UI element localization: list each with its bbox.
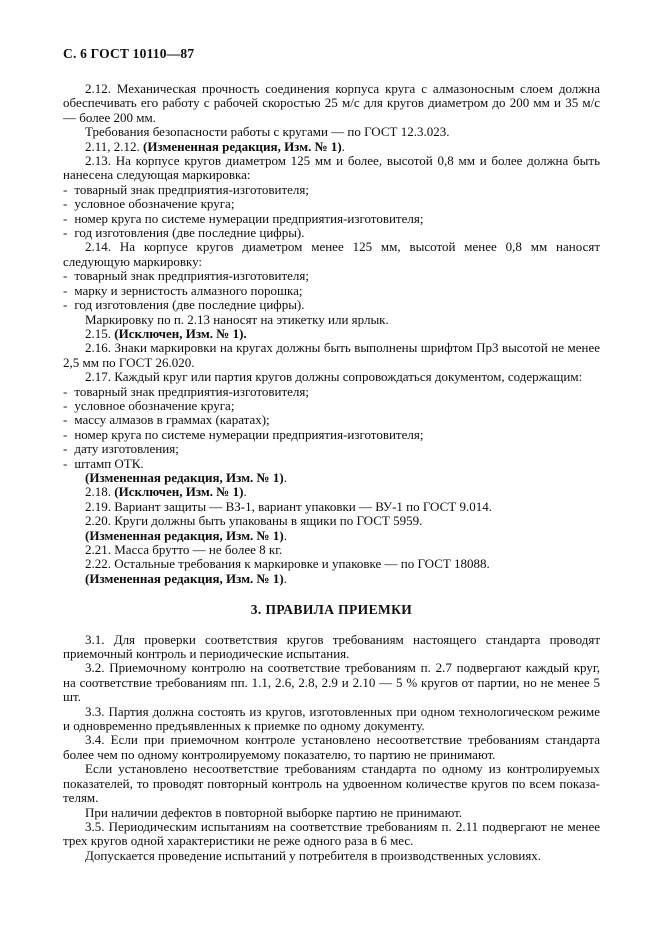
document-body	[63, 82, 600, 863]
bullet-item	[63, 442, 600, 456]
bullet-marker: -	[63, 268, 68, 284]
bold-text-run: (Измененная редакция, Изм. № 1)	[85, 570, 284, 586]
bullet-item	[63, 298, 600, 312]
paragraph	[63, 313, 600, 327]
bold-text-run: (Измененная редакция, Изм. № 1)	[143, 138, 342, 154]
text-run: 2.17. Каждый круг или партия кругов должны сопровождаться документом, содержащим:	[85, 369, 583, 385]
paragraph	[63, 154, 600, 183]
text-run: Требования безопасности работы с кругами — по ГОСТ 12.3.023.	[85, 124, 450, 140]
text-run: .	[283, 527, 287, 543]
text-run: 3.4. Если при приемочном контроле установлено несоответствие требованиям стандарта более чем по одному контролируемому показателю, то партию не принимают.	[63, 732, 600, 762]
text-run: .	[243, 484, 247, 500]
paragraph	[63, 762, 600, 805]
paragraph	[63, 820, 600, 849]
page-header: С. 6 ГОСТ 10110—87	[63, 46, 195, 61]
bullet-item	[63, 385, 600, 399]
paragraph	[63, 733, 600, 762]
bold-text-run: 3. ПРАВИЛА ПРИЕМКИ	[250, 602, 413, 618]
bullet-marker: -	[63, 210, 68, 226]
text-run: 3.5. Периодическим испытаниям на соответствие требованиям п. 2.11 подвергают не менее трех кругов одной характеристики не реже одного раза в 6 мес.	[63, 818, 600, 849]
paragraph	[63, 125, 600, 139]
text-run: При наличии дефектов в повторной выборке партию не принимают.	[85, 804, 463, 820]
section-heading	[63, 603, 600, 617]
bullet-marker: -	[63, 383, 68, 399]
bullet-marker: -	[63, 397, 68, 413]
bullet-item	[63, 183, 600, 197]
bullet-marker: -	[63, 225, 68, 241]
paragraph	[63, 661, 600, 704]
text-run: дату изготовления;	[74, 441, 179, 457]
text-run: 2.15.	[85, 325, 115, 341]
bold-text-run: (Измененная редакция, Изм. № 1)	[85, 527, 284, 543]
paragraph	[63, 370, 600, 384]
text-run: 2.11, 2.12.	[85, 138, 144, 154]
revision-note	[63, 572, 600, 586]
text-run: марку и зернистость алмазного порошка;	[74, 282, 303, 298]
bullet-marker: -	[63, 441, 68, 457]
bold-text-run: (Измененная редакция, Изм. № 1)	[85, 469, 284, 485]
text-run: товарный знак предприятия-изготовителя;	[74, 181, 309, 197]
paragraph	[63, 240, 600, 269]
paragraph	[63, 633, 600, 662]
paragraph	[63, 500, 600, 514]
text-run: 2.19. Вариант защиты — ВЗ-1, вариант упаковки — ВУ-1 по ГОСТ 9.014.	[85, 498, 492, 514]
text-run: 2.18.	[85, 484, 115, 500]
bullet-marker: -	[63, 412, 68, 428]
bullet-marker: -	[63, 196, 68, 212]
text-run: Если установлено несоответствие требованиям стандарта по одному из контролируемых показателей, то проводят повторный контроль на удвоенном количестве кругов по всем показателям.	[63, 761, 600, 806]
bold-text-run: (Исключен, Изм. № 1)	[114, 484, 244, 500]
text-run: Маркировку по п. 2.13 наносят на этикетку или ярлык.	[85, 311, 389, 327]
bullet-item	[63, 284, 600, 298]
text-run: 3.1. Для проверки соответствия кругов требованиям настоящего стандарта проводят приемочный контроль и периодические испытания.	[63, 631, 600, 662]
text-run: номер круга по системе нумерации предприятия-изготовителя;	[74, 210, 424, 226]
bullet-marker: -	[63, 297, 68, 313]
paragraph	[63, 341, 600, 370]
paragraph	[63, 806, 600, 820]
bullet-item	[63, 212, 600, 226]
paragraph	[63, 514, 600, 528]
text-run: 3.3. Партия должна состоять из кругов, изготовленных при одном технологическом режиме и одновременно предъявленных к приемке по одному документу.	[63, 703, 600, 734]
text-run: номер круга по системе нумерации предприятия-изготовителя;	[74, 426, 424, 442]
bullet-marker: -	[63, 282, 68, 298]
text-run: 2.12. Механическая прочность соединения корпуса круга с алмазоносным слоем должна обеспечивать его работу с рабочей скоростью 25 м/с для кругов диаметром до 200 мм и 35 м/с — более 200 мм.	[63, 81, 600, 125]
bullet-item	[63, 413, 600, 427]
text-run: .	[341, 138, 345, 154]
revision-note	[63, 529, 600, 543]
bullet-item	[63, 197, 600, 211]
bullet-item	[63, 399, 600, 413]
bullet-marker: -	[63, 181, 68, 197]
text-run: 2.22. Остальные требования к маркировке и упаковке — по ГОСТ 18088.	[85, 556, 490, 572]
text-run: .	[283, 570, 287, 586]
text-run: .	[283, 469, 287, 485]
text-run: 2.16. Знаки маркировки на кругах должны быть выполнены шрифтом Пр3 высотой не менее 2,5 мм по ГОСТ 26.020.	[63, 340, 600, 370]
bold-text-run: (Исключен, Изм. № 1).	[114, 325, 247, 341]
paragraph	[63, 557, 600, 571]
text-run: год изготовления (две последние цифры).	[74, 225, 305, 241]
bullet-item	[63, 428, 600, 442]
text-run: массу алмазов в граммах (каратах);	[74, 412, 270, 428]
text-run: 3.2. Приемочному контролю на соответствие требованиям п. 2.7 подвергают каждый круг, на соответствие требованиям пп. 1.1, 2.6, 2.8, 2.9 и 2.10 — 5 % кругов от партии, но не менее 5 шт.	[63, 660, 600, 705]
paragraph	[63, 705, 600, 734]
paragraph	[63, 140, 600, 154]
text-run: год изготовления (две последние цифры).	[74, 297, 305, 313]
text-run: товарный знак предприятия-изготовителя;	[74, 268, 309, 284]
text-run: 2.20. Круги должны быть упакованы в ящики по ГОСТ 5959.	[85, 513, 423, 529]
text-run: условное обозначение круга;	[74, 397, 235, 413]
paragraph	[63, 849, 600, 863]
text-run: условное обозначение круга;	[74, 196, 235, 212]
text-run: 2.14. На корпусе кругов диаметром менее 125 мм, высотой менее 0,8 мм наносят следующую маркировку:	[63, 239, 600, 269]
bullet-item	[63, 457, 600, 471]
paragraph	[63, 485, 600, 499]
text-run: товарный знак предприятия-изготовителя;	[74, 383, 309, 399]
revision-note	[63, 471, 600, 485]
text-run: штамп ОТК.	[74, 455, 144, 471]
paragraph	[63, 82, 600, 125]
text-run: Допускается проведение испытаний у потребителя в производственных условиях.	[85, 847, 542, 863]
text-run: 2.21. Масса брутто — не более 8 кг.	[85, 542, 283, 557]
bullet-marker: -	[63, 426, 68, 442]
text-run: 2.13. На корпусе кругов диаметром 125 мм и более, высотой 0,8 мм и более должна быть нанесена следующая маркировка:	[63, 153, 600, 183]
paragraph	[63, 543, 600, 557]
bullet-item	[63, 226, 600, 240]
bullet-marker: -	[63, 455, 68, 471]
paragraph	[63, 327, 600, 341]
bullet-item	[63, 269, 600, 283]
